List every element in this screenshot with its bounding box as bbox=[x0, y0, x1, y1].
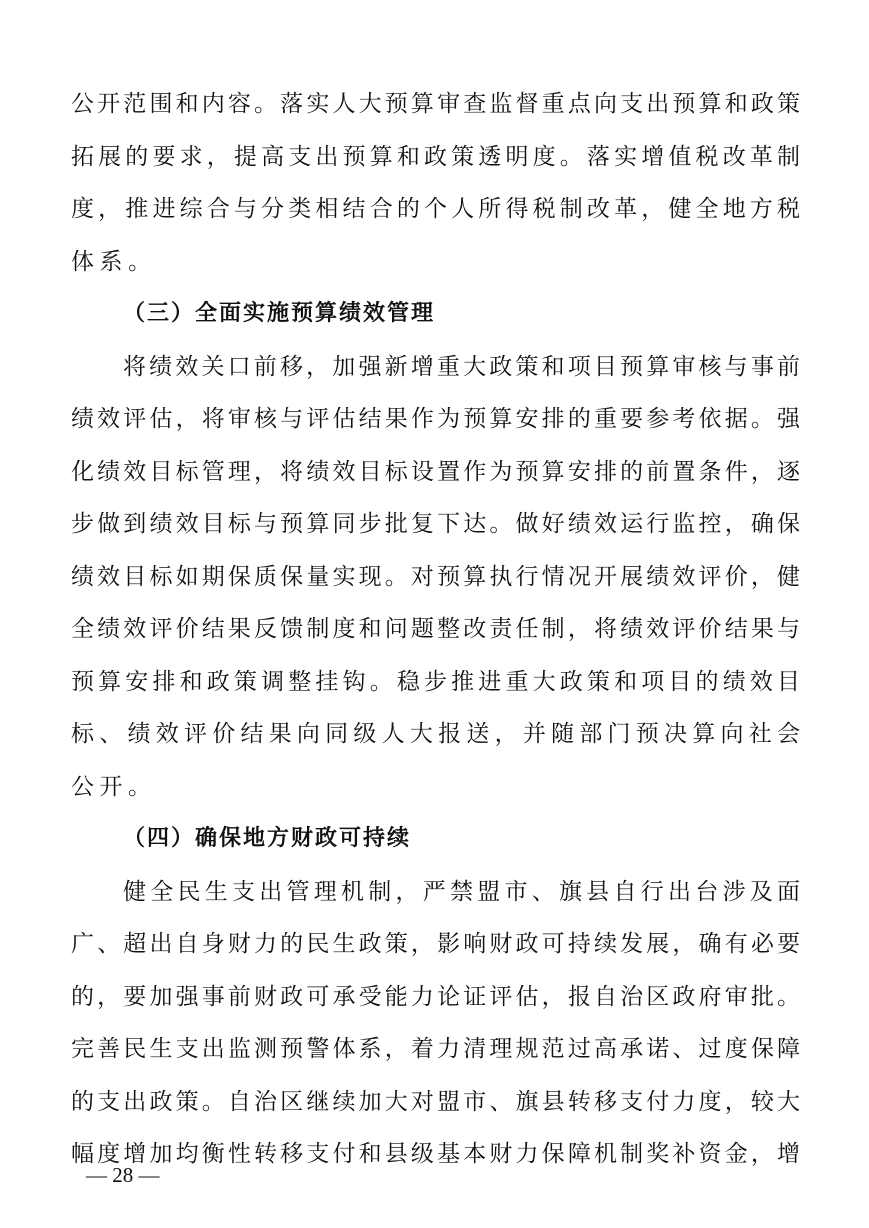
text-line: 步做到绩效目标与预算同步批复下达。做好绩效运行监控，确保 bbox=[71, 511, 800, 537]
paragraph-budget-disclosure bbox=[71, 78, 800, 288]
text-line: 度，推进综合与分类相结合的个人所得税制改革，健全地方税 bbox=[71, 196, 800, 222]
text-line: 公开。 bbox=[71, 773, 157, 800]
text-line: 标、绩效评价结果向同级人大报送，并随部门预决算向社会 bbox=[71, 721, 800, 747]
section-heading-fiscal-sustainability: （四）确保地方财政可持续 bbox=[123, 826, 412, 851]
text-line: 绩效目标如期保质保量实现。对预算执行情况开展绩效评价，健 bbox=[71, 563, 800, 590]
text-line: 将绩效关口前移，加强新增重大政策和项目预算审核与事前 bbox=[123, 353, 800, 380]
page-number: — 28 — bbox=[86, 1163, 160, 1187]
text-line: 健全民生支出管理机制，严禁盟市、旗县自行出台涉及面 bbox=[123, 878, 800, 905]
text-line: 拓展的要求，提高支出预算和政策透明度。落实增值税改革制 bbox=[71, 143, 800, 170]
text-line: 全绩效评价结果反馈制度和问题整改责任制，将绩效评价结果与 bbox=[71, 616, 800, 642]
text-line: 体系。 bbox=[71, 248, 157, 275]
text-line: 广、超出自身财力的民生政策，影响财政可持续发展，确有必要 bbox=[71, 931, 800, 957]
section-heading-performance: （三）全面实施预算绩效管理 bbox=[123, 301, 436, 326]
paragraph-performance-management bbox=[71, 341, 800, 814]
text-line: 完善民生支出监测预警体系，着力清理规范过高承诺、过度保障 bbox=[71, 1036, 800, 1062]
text-line: 的支出政策。自治区继续加大对盟市、旗县转移支付力度，较大 bbox=[71, 1088, 800, 1115]
text-line: 化绩效目标管理，将绩效目标设置作为预算安排的前置条件，逐 bbox=[71, 458, 800, 485]
text-line: 幅度增加均衡性转移支付和县级基本财力保障机制奖补资金，增 bbox=[71, 1141, 800, 1167]
text-line: 的，要加强事前财政可承受能力论证评估，报自治区政府审批。 bbox=[71, 983, 800, 1010]
text-line: 绩效评估，将审核与评估结果作为预算安排的重要参考依据。强 bbox=[71, 406, 800, 432]
paragraph-fiscal-sustainability bbox=[71, 866, 800, 1181]
document-body bbox=[71, 78, 800, 1181]
text-line: 预算安排和政策调整挂钩。稳步推进重大政策和项目的绩效目 bbox=[71, 668, 800, 695]
text-line: 公开范围和内容。落实人大预算审查监督重点向支出预算和政策 bbox=[71, 91, 800, 117]
